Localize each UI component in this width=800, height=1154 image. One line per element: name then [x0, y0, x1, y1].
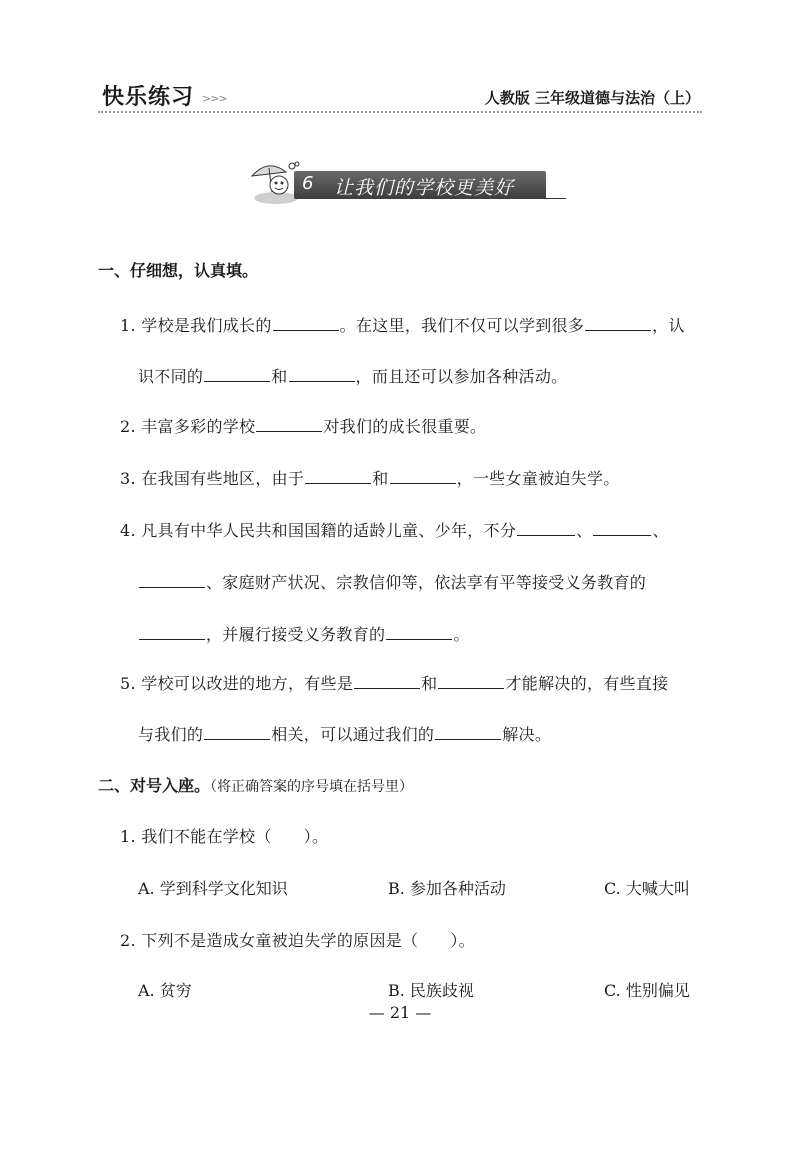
q4-line-2: 、家庭财产状况、宗教信仰等，依法享有平等接受义务教育的 — [138, 570, 646, 593]
answer-blank[interactable] — [139, 586, 205, 588]
answer-blank[interactable] — [438, 687, 504, 689]
answer-blank[interactable] — [289, 380, 355, 382]
answer-blank[interactable] — [204, 738, 270, 740]
q4-line-1: 4. 凡具有中华人民共和国国籍的适龄儿童、少年，不分 、 、 — [120, 521, 669, 540]
q1-line-1: 1. 学校是我们成长的 。在这里，我们不仅可以学到很多 ，认 — [120, 316, 685, 335]
q3-line: 3. 在我国有些地区，由于 和 ，一些女童被迫失学。 — [120, 469, 620, 488]
answer-blank[interactable] — [386, 638, 452, 640]
q2-line: 2. 丰富多彩的学校 对我们的成长很重要。 — [120, 417, 487, 436]
lesson-title: 让我们的学校更美好 — [334, 177, 515, 199]
lesson-number: 6 — [302, 173, 314, 194]
page-number: — 21 — — [368, 1003, 432, 1022]
mc-question-1: 1. 我们不能在学校（ ）。 — [120, 827, 329, 846]
answer-blank[interactable] — [256, 430, 322, 432]
answer-blank[interactable] — [354, 687, 420, 689]
option-1b: B. 参加各种活动 — [388, 879, 506, 898]
option-2c: C. 性别偏见 — [604, 981, 690, 1000]
answer-blank[interactable] — [585, 329, 651, 331]
answer-blank[interactable] — [305, 482, 371, 484]
option-2a: A. 贫穷 — [138, 981, 192, 1000]
brand-title: 快乐练习 — [102, 85, 195, 110]
answer-blank[interactable] — [204, 380, 270, 382]
answer-blank[interactable] — [139, 638, 205, 640]
section-2-heading: 二、对号入座。（将正确答案的序号填在括号里） — [98, 776, 414, 795]
edition-label: 人教版 三年级道德与法治（上） — [484, 89, 700, 107]
option-1a: A. 学到科学文化知识 — [138, 879, 288, 898]
q5-line-1: 5. 学校可以改进的地方，有些是 和 才能解决的，有些直接 — [120, 674, 669, 693]
q5-line-2: 与我们的 相关，可以通过我们的 解决。 — [138, 725, 552, 744]
q1-line-2: 识不同的 和 ，而且还可以参加各种活动。 — [138, 367, 568, 386]
arrows-decoration: >>> — [202, 92, 227, 105]
answer-blank[interactable] — [435, 738, 501, 740]
option-2b: B. 民族歧视 — [388, 981, 474, 1000]
answer-blank[interactable] — [593, 534, 651, 536]
section-2-note: （将正确答案的序号填在括号里） — [210, 779, 414, 795]
title-underline — [542, 198, 566, 199]
answer-blank[interactable] — [390, 482, 456, 484]
answer-blank[interactable] — [517, 534, 575, 536]
option-1c: C. 大喊大叫 — [604, 879, 690, 898]
mc-question-2: 2. 下列不是造成女童被迫失学的原因是（ ）。 — [120, 931, 475, 950]
header-divider — [98, 111, 702, 113]
section-1-heading: 一、仔细想，认真填。 — [98, 261, 259, 280]
lesson-title-banner — [246, 158, 566, 206]
page-header — [98, 78, 702, 110]
q4-line-3: ，并履行接受义务教育的 。 — [138, 622, 470, 645]
answer-blank[interactable] — [273, 329, 339, 331]
